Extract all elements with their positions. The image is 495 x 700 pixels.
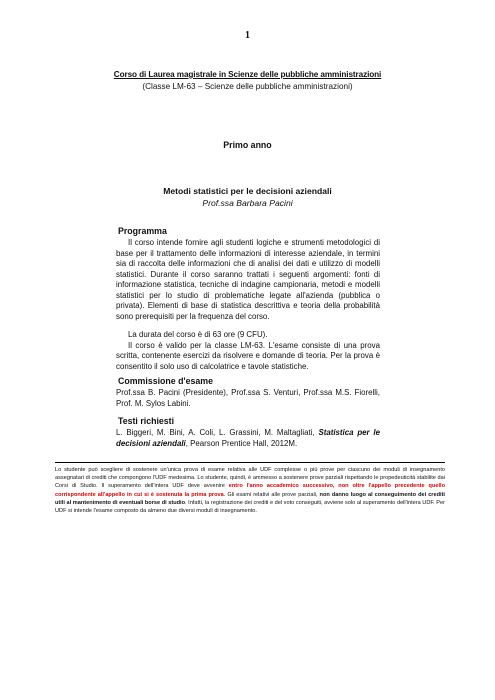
footnote-divider [55,462,445,463]
commissione-heading: Commissione d'esame [118,376,213,386]
testi-authors: L. Biggeri, M. Bini, A. Coli, L. Grassini, M. Maltagliati, [116,428,319,437]
course-title: Corso di Laurea magistrale in Scienze delle pubbliche amministrazioni [113,70,382,79]
footnote-deadline-highlight: entro l'anno accademico successivo, non oltre l'appello precedente quello corrispondente all'appello in cui si è sostenuta la prima prova [55,483,445,498]
programma-body [116,238,380,372]
page-number: 1 [245,30,250,41]
testi-heading: Testi richiesti [118,416,175,426]
footnote-text-1: Lo studente può scegliere di sostenere un'unica prova di esame relativa alle UDF complesse o più prove per ciascuno dei moduli di insegnamento assegnatari di crediti che compongono l'UDF medesima. Lo studente, quindi, è ammesso a sostenere prove parziali rispettando le propedeuticità stabilite dai Corsi di Studio. Il superamento dell'intera UDF deve avvenire [55,467,445,490]
footnote-credits-note: non danno luogo al conseguimento dei crediti utili al mantenimento di eventuali borse di studio [55,491,445,506]
programma-paragraph-3: Il corso è valido per la classe LM-63. L'esame consiste di una prova scritta, contenente esercizi da risolvere e domande di teoria. Per la prova è consentito il solo uso di calcolatrice e tavole statistiche. [116,340,380,371]
commissione-text: Prof.ssa B. Pacini (Presidente), Prof.ssa S. Venturi, Prof.ssa M.S. Fiorelli, Prof. M. Sylos Labini. [116,388,380,408]
commissione-body [116,388,380,409]
class-line: (Classe LM-63 – Scienze delle pubbliche amministrazioni) [142,82,353,91]
testi-reference [116,428,380,449]
programma-paragraph-1: Il corso intende fornire agli studenti logiche e strumenti metodologici di base per il trattamento delle informazioni di interesse aziendale, in termini sia di raccolta delle informazioni che di analisi dei dati e utilizzo di modelli statistici. Durante il corso saranno trattati i seguenti argomenti: fonti di informazione statistica, tecniche di indagine campionaria, metodi e modelli statistici per lo studio di problematiche legate all'azienda (pubblica o privata). Elementi di base di statistica descrittiva e teoria della probabilità sono prerequisiti per la frequenza del corso. [116,238,380,321]
testi-publisher: , Pearson Prentice Hall, 2012M. [185,438,298,448]
footnote [55,466,445,515]
footnote-text-2: . Gli esami relativi alle prove parziali, [223,491,320,498]
programma-heading: Programma [118,226,167,236]
testi-body [116,428,380,449]
programma-paragraph-2: La durata del corso è di 63 ore (9 CFU). [128,330,268,339]
subject-professor: Prof.ssa Barbara Pacini [202,198,293,208]
footnote-text-3: . Infatti, la registrazione dei crediti e del voto conseguiti, avviene solo al superamento dell'intera UDF. Per UDF si intende l'esame composto da almeno due diversi moduli di insegnamento. [55,499,445,515]
year-heading: Primo anno [223,140,272,150]
testi-book-title: Statistica per le decisioni aziendali [116,428,380,448]
subject-title: Metodi statistici per le decisioni aziendali [163,186,332,196]
